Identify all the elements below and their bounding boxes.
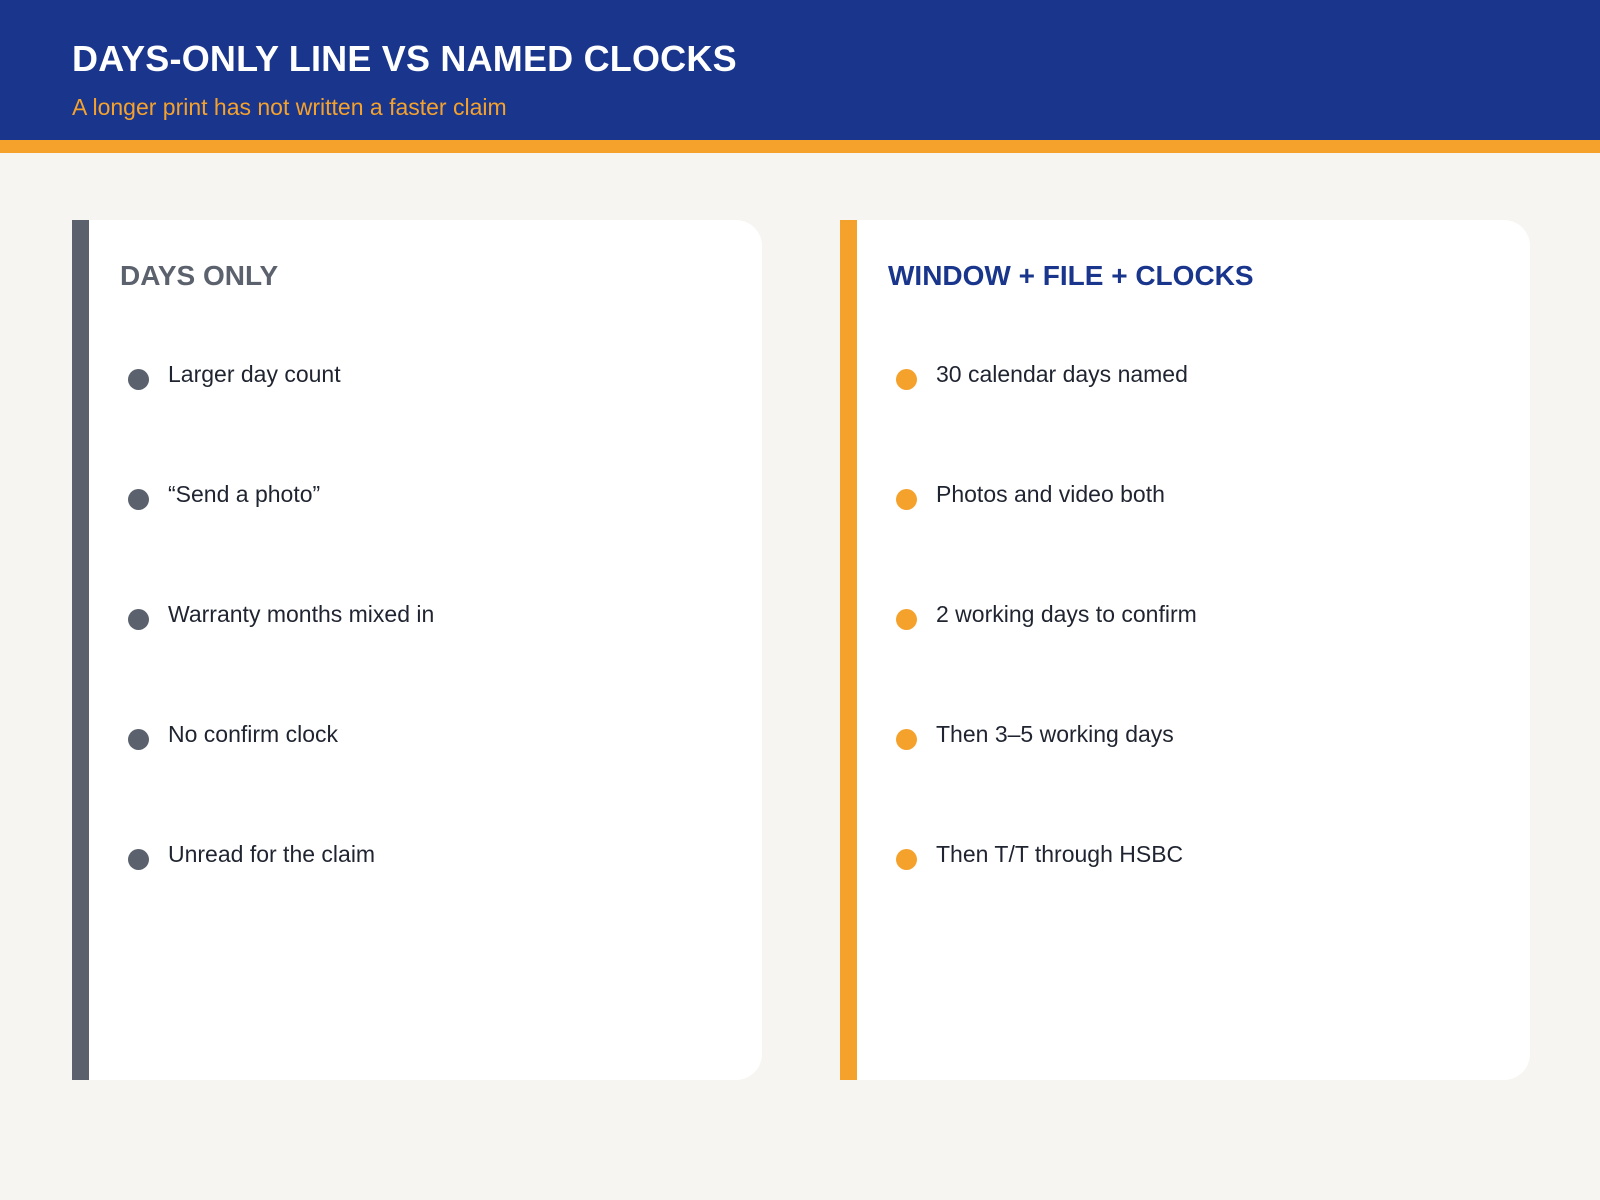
header-banner [0, 0, 1600, 140]
list-item-text: 30 calendar days named [936, 361, 1188, 387]
list-item-text: Then T/T through HSBC [936, 841, 1184, 867]
window-file-clocks-panel [840, 220, 1530, 1080]
list-item-text: Warranty months mixed in [168, 601, 435, 627]
bullet-dot-icon [896, 729, 917, 750]
bullet-dot-icon [896, 369, 917, 390]
bullet-dot-icon [128, 489, 149, 510]
list-item-text: No confirm clock [168, 721, 338, 747]
bullet-dot-icon [128, 849, 149, 870]
days-only-panel [72, 220, 762, 1080]
bullet-dot-icon [128, 729, 149, 750]
header-accent-rule [0, 140, 1600, 153]
list-item-text: “Send a photo” [168, 481, 321, 507]
bullet-dot-icon [896, 489, 917, 510]
bullet-dot-icon [128, 609, 149, 630]
page-title: DAYS-ONLY LINE VS NAMED CLOCKS [72, 38, 737, 79]
list-item-text: Unread for the claim [168, 841, 376, 867]
bullet-dot-icon [896, 849, 917, 870]
panel-title: DAYS ONLY [120, 260, 279, 291]
panel-accent-bar [840, 220, 857, 1080]
bullet-dot-icon [896, 609, 917, 630]
list-item-text: Photos and video both [936, 481, 1165, 507]
bullet-dot-icon [128, 369, 149, 390]
panel-title: WINDOW + FILE + CLOCKS [888, 260, 1254, 291]
page-subtitle: A longer print has not written a faster claim [72, 94, 507, 120]
list-item-text: Then 3–5 working days [936, 721, 1174, 747]
list-item-text: Larger day count [168, 361, 341, 387]
panel-accent-bar [72, 220, 89, 1080]
list-item-text: 2 working days to confirm [936, 601, 1197, 627]
